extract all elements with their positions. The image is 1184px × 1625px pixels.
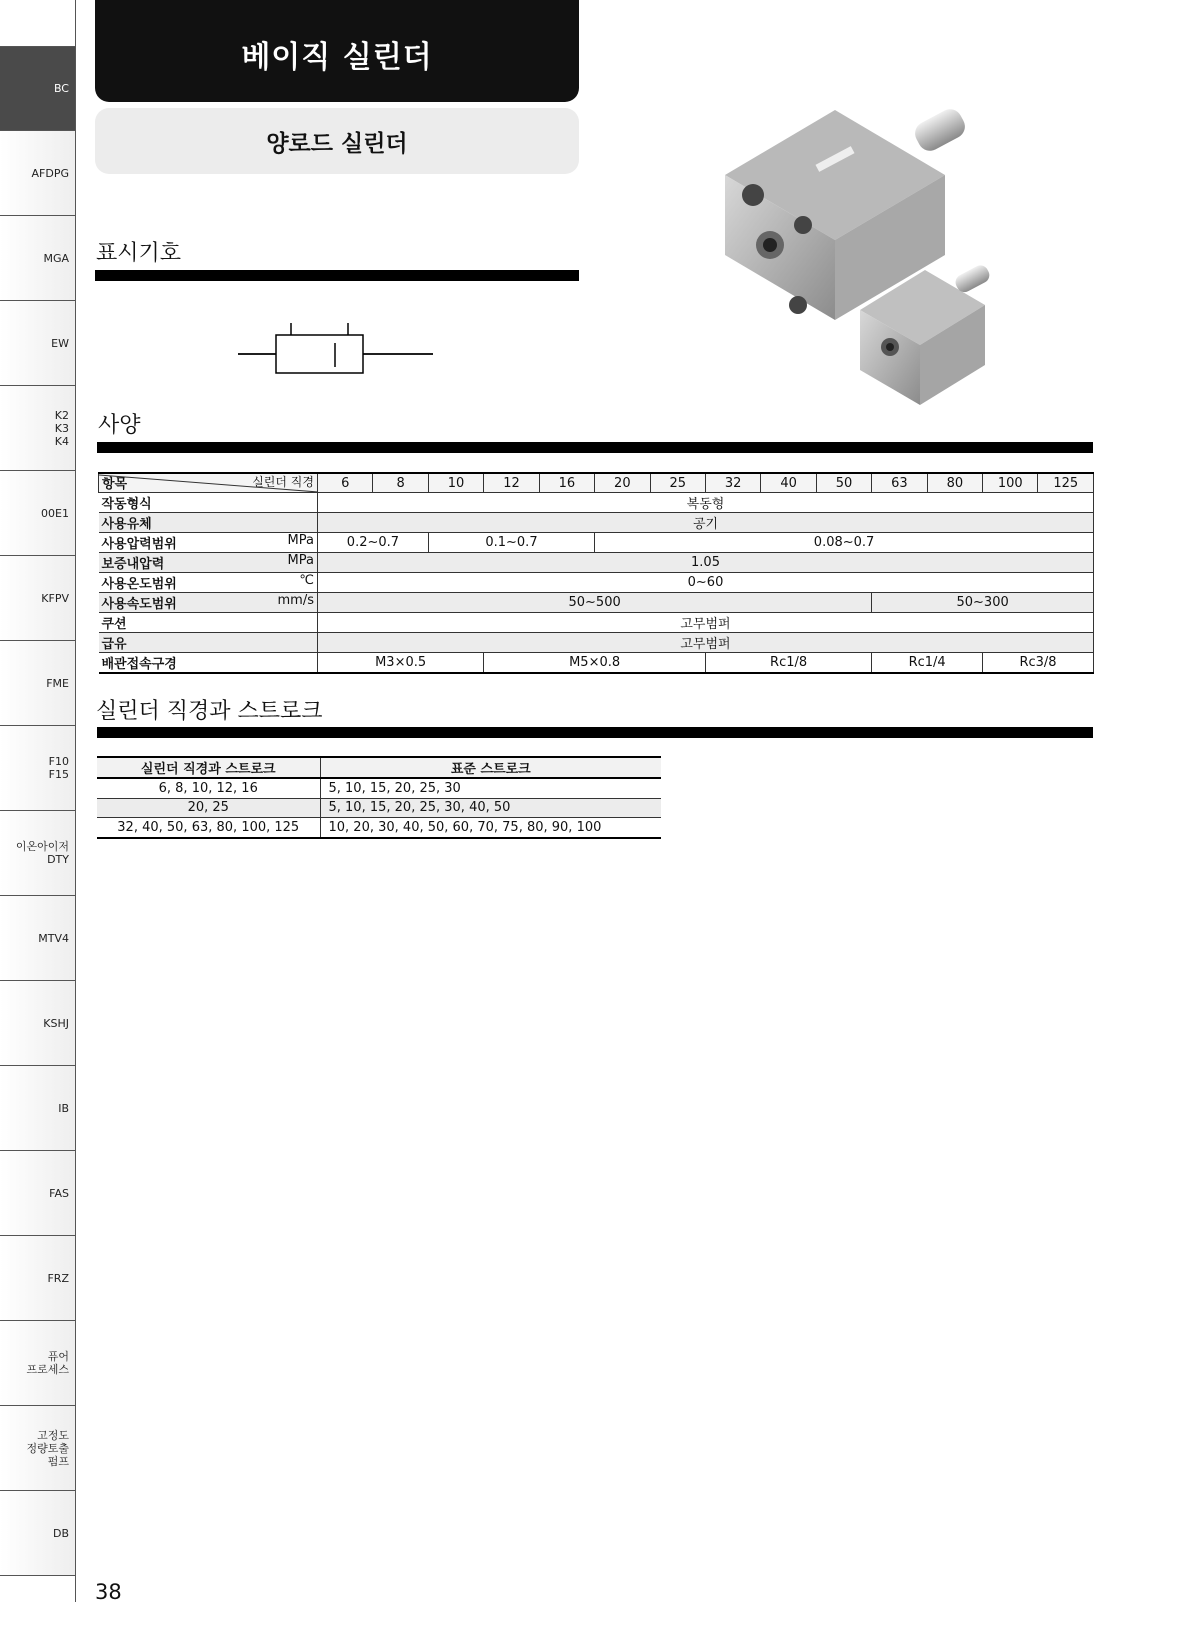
row-value: Rc3/8 — [983, 653, 1094, 674]
diameter-cell: 25 — [650, 473, 705, 493]
diameter-cell: 50 — [816, 473, 871, 493]
sidebar-item-kshj[interactable]: KSHJ — [0, 981, 76, 1066]
diameter-cell: 12 — [484, 473, 539, 493]
row-unit: MPa — [287, 553, 314, 569]
stroke-header-row — [97, 757, 661, 778]
stroke-diameter-cell: 20, 25 — [97, 798, 320, 818]
spec-row-proof-pressure — [99, 553, 1094, 573]
symbol-heading-bar — [95, 270, 579, 281]
table-row — [97, 798, 661, 818]
spec-row-pressure — [99, 533, 1094, 553]
row-value: 0~60 — [318, 573, 1094, 593]
stroke-values-cell: 5, 10, 15, 20, 25, 30 — [320, 778, 661, 798]
spec-row-cushion — [99, 613, 1094, 633]
spec-table — [98, 472, 1094, 674]
row-label-cell — [99, 533, 318, 553]
row-value: 고무범퍼 — [318, 633, 1094, 653]
spec-row-temperature — [99, 573, 1094, 593]
stroke-values-cell: 10, 20, 30, 40, 50, 60, 70, 75, 80, 90, 100 — [320, 818, 661, 838]
row-label: 보증내압력 — [101, 557, 165, 573]
row-label: 급유 — [99, 633, 318, 653]
row-value: M5×0.8 — [484, 653, 706, 674]
sidebar-item-f10-f15[interactable]: F10 F15 — [0, 726, 76, 811]
spec-header-row — [99, 473, 1094, 493]
diameter-cell: 80 — [927, 473, 982, 493]
sidebar-item-precision-pump[interactable]: 고정도 정량토출 펌프 — [0, 1406, 76, 1491]
corner-diameter-label: 실린더 직경 — [252, 475, 314, 489]
diameter-cell: 32 — [705, 473, 760, 493]
row-label: 사용온도범위 — [101, 577, 177, 593]
row-value: 50~300 — [872, 593, 1094, 613]
sidebar-item-ew[interactable]: EW — [0, 301, 76, 386]
row-label-cell — [99, 573, 318, 593]
sidebar-item-mtv4[interactable]: MTV4 — [0, 896, 76, 981]
diameter-cell: 6 — [318, 473, 373, 493]
stroke-header-diameter: 실린더 직경과 스트로크 — [97, 757, 320, 778]
cylinder-symbol — [238, 323, 433, 379]
table-row — [97, 778, 661, 798]
product-photo — [715, 105, 1015, 405]
sidebar — [0, 46, 76, 1576]
stroke-heading-bar — [97, 727, 1093, 738]
diameter-cell: 100 — [983, 473, 1038, 493]
sidebar-item-bc[interactable]: BC — [0, 46, 76, 131]
stroke-table — [97, 756, 661, 839]
row-value: 복동형 — [318, 493, 1094, 513]
page-title: 베이직 실린더 — [95, 0, 579, 102]
diameter-cell: 8 — [373, 473, 428, 493]
diameter-cell: 125 — [1038, 473, 1094, 493]
sidebar-item-ionizer-dty[interactable]: 이온아이저 DTY — [0, 811, 76, 896]
diameter-cell: 16 — [539, 473, 594, 493]
spec-row-actuation — [99, 493, 1094, 513]
spec-row-fluid — [99, 513, 1094, 533]
diameter-cell: 63 — [872, 473, 927, 493]
stroke-heading: 실린더 직경과 스트로크 — [96, 699, 323, 724]
row-value: Rc1/4 — [872, 653, 983, 674]
sidebar-item-frz[interactable]: FRZ — [0, 1236, 76, 1321]
diameter-cell: 10 — [428, 473, 483, 493]
spec-heading-bar — [97, 442, 1093, 453]
row-value: 0.2~0.7 — [318, 533, 429, 553]
row-unit: mm/s — [277, 593, 314, 609]
row-value: 고무범퍼 — [318, 613, 1094, 633]
table-row — [97, 818, 661, 838]
row-label: 작동형식 — [99, 493, 318, 513]
row-value: 1.05 — [318, 553, 1094, 573]
sidebar-item-k2-k3-k4[interactable]: K2 K3 K4 — [0, 386, 76, 471]
sidebar-item-pure-process[interactable]: 퓨어 프로세스 — [0, 1321, 76, 1406]
row-unit: ℃ — [299, 573, 314, 589]
corner-item-label: 항목 — [102, 477, 128, 493]
diameter-cell: 40 — [761, 473, 816, 493]
row-label: 사용속도범위 — [101, 597, 177, 613]
sidebar-item-ib[interactable]: IB — [0, 1066, 76, 1151]
symbol-heading: 표시기호 — [96, 241, 182, 266]
row-value: Rc1/8 — [705, 653, 871, 674]
row-unit: MPa — [287, 533, 314, 549]
spec-row-port — [99, 653, 1094, 674]
row-label: 사용유체 — [99, 513, 318, 533]
row-value: 공기 — [318, 513, 1094, 533]
stroke-header-standard: 표준 스트로크 — [320, 757, 661, 778]
row-label: 배관접속구경 — [99, 653, 318, 674]
sidebar-item-00e1[interactable]: 00E1 — [0, 471, 76, 556]
stroke-diameter-cell: 6, 8, 10, 12, 16 — [97, 778, 320, 798]
row-label: 쿠션 — [99, 613, 318, 633]
spec-row-lubrication — [99, 633, 1094, 653]
sidebar-item-mga[interactable]: MGA — [0, 216, 76, 301]
row-value: 0.08~0.7 — [595, 533, 1094, 553]
sidebar-item-afdpg[interactable]: AFDPG — [0, 131, 76, 216]
sidebar-item-kfpv[interactable]: KFPV — [0, 556, 76, 641]
stroke-values-cell: 5, 10, 15, 20, 25, 30, 40, 50 — [320, 798, 661, 818]
row-label: 사용압력범위 — [101, 537, 177, 553]
row-value: 0.1~0.7 — [428, 533, 594, 553]
spec-row-speed — [99, 593, 1094, 613]
page-subtitle: 양로드 실린더 — [95, 108, 579, 174]
page-number: 38 — [95, 1580, 122, 1604]
sidebar-item-db[interactable]: DB — [0, 1491, 76, 1576]
sidebar-item-fme[interactable]: FME — [0, 641, 76, 726]
stroke-diameter-cell: 32, 40, 50, 63, 80, 100, 125 — [97, 818, 320, 838]
row-label-cell — [99, 553, 318, 573]
sidebar-item-fas[interactable]: FAS — [0, 1151, 76, 1236]
diameter-cell: 20 — [595, 473, 650, 493]
row-label-cell — [99, 593, 318, 613]
spec-heading: 사양 — [98, 413, 141, 438]
spec-corner-cell — [99, 473, 318, 493]
row-value: M3×0.5 — [318, 653, 484, 674]
row-value: 50~500 — [318, 593, 872, 613]
